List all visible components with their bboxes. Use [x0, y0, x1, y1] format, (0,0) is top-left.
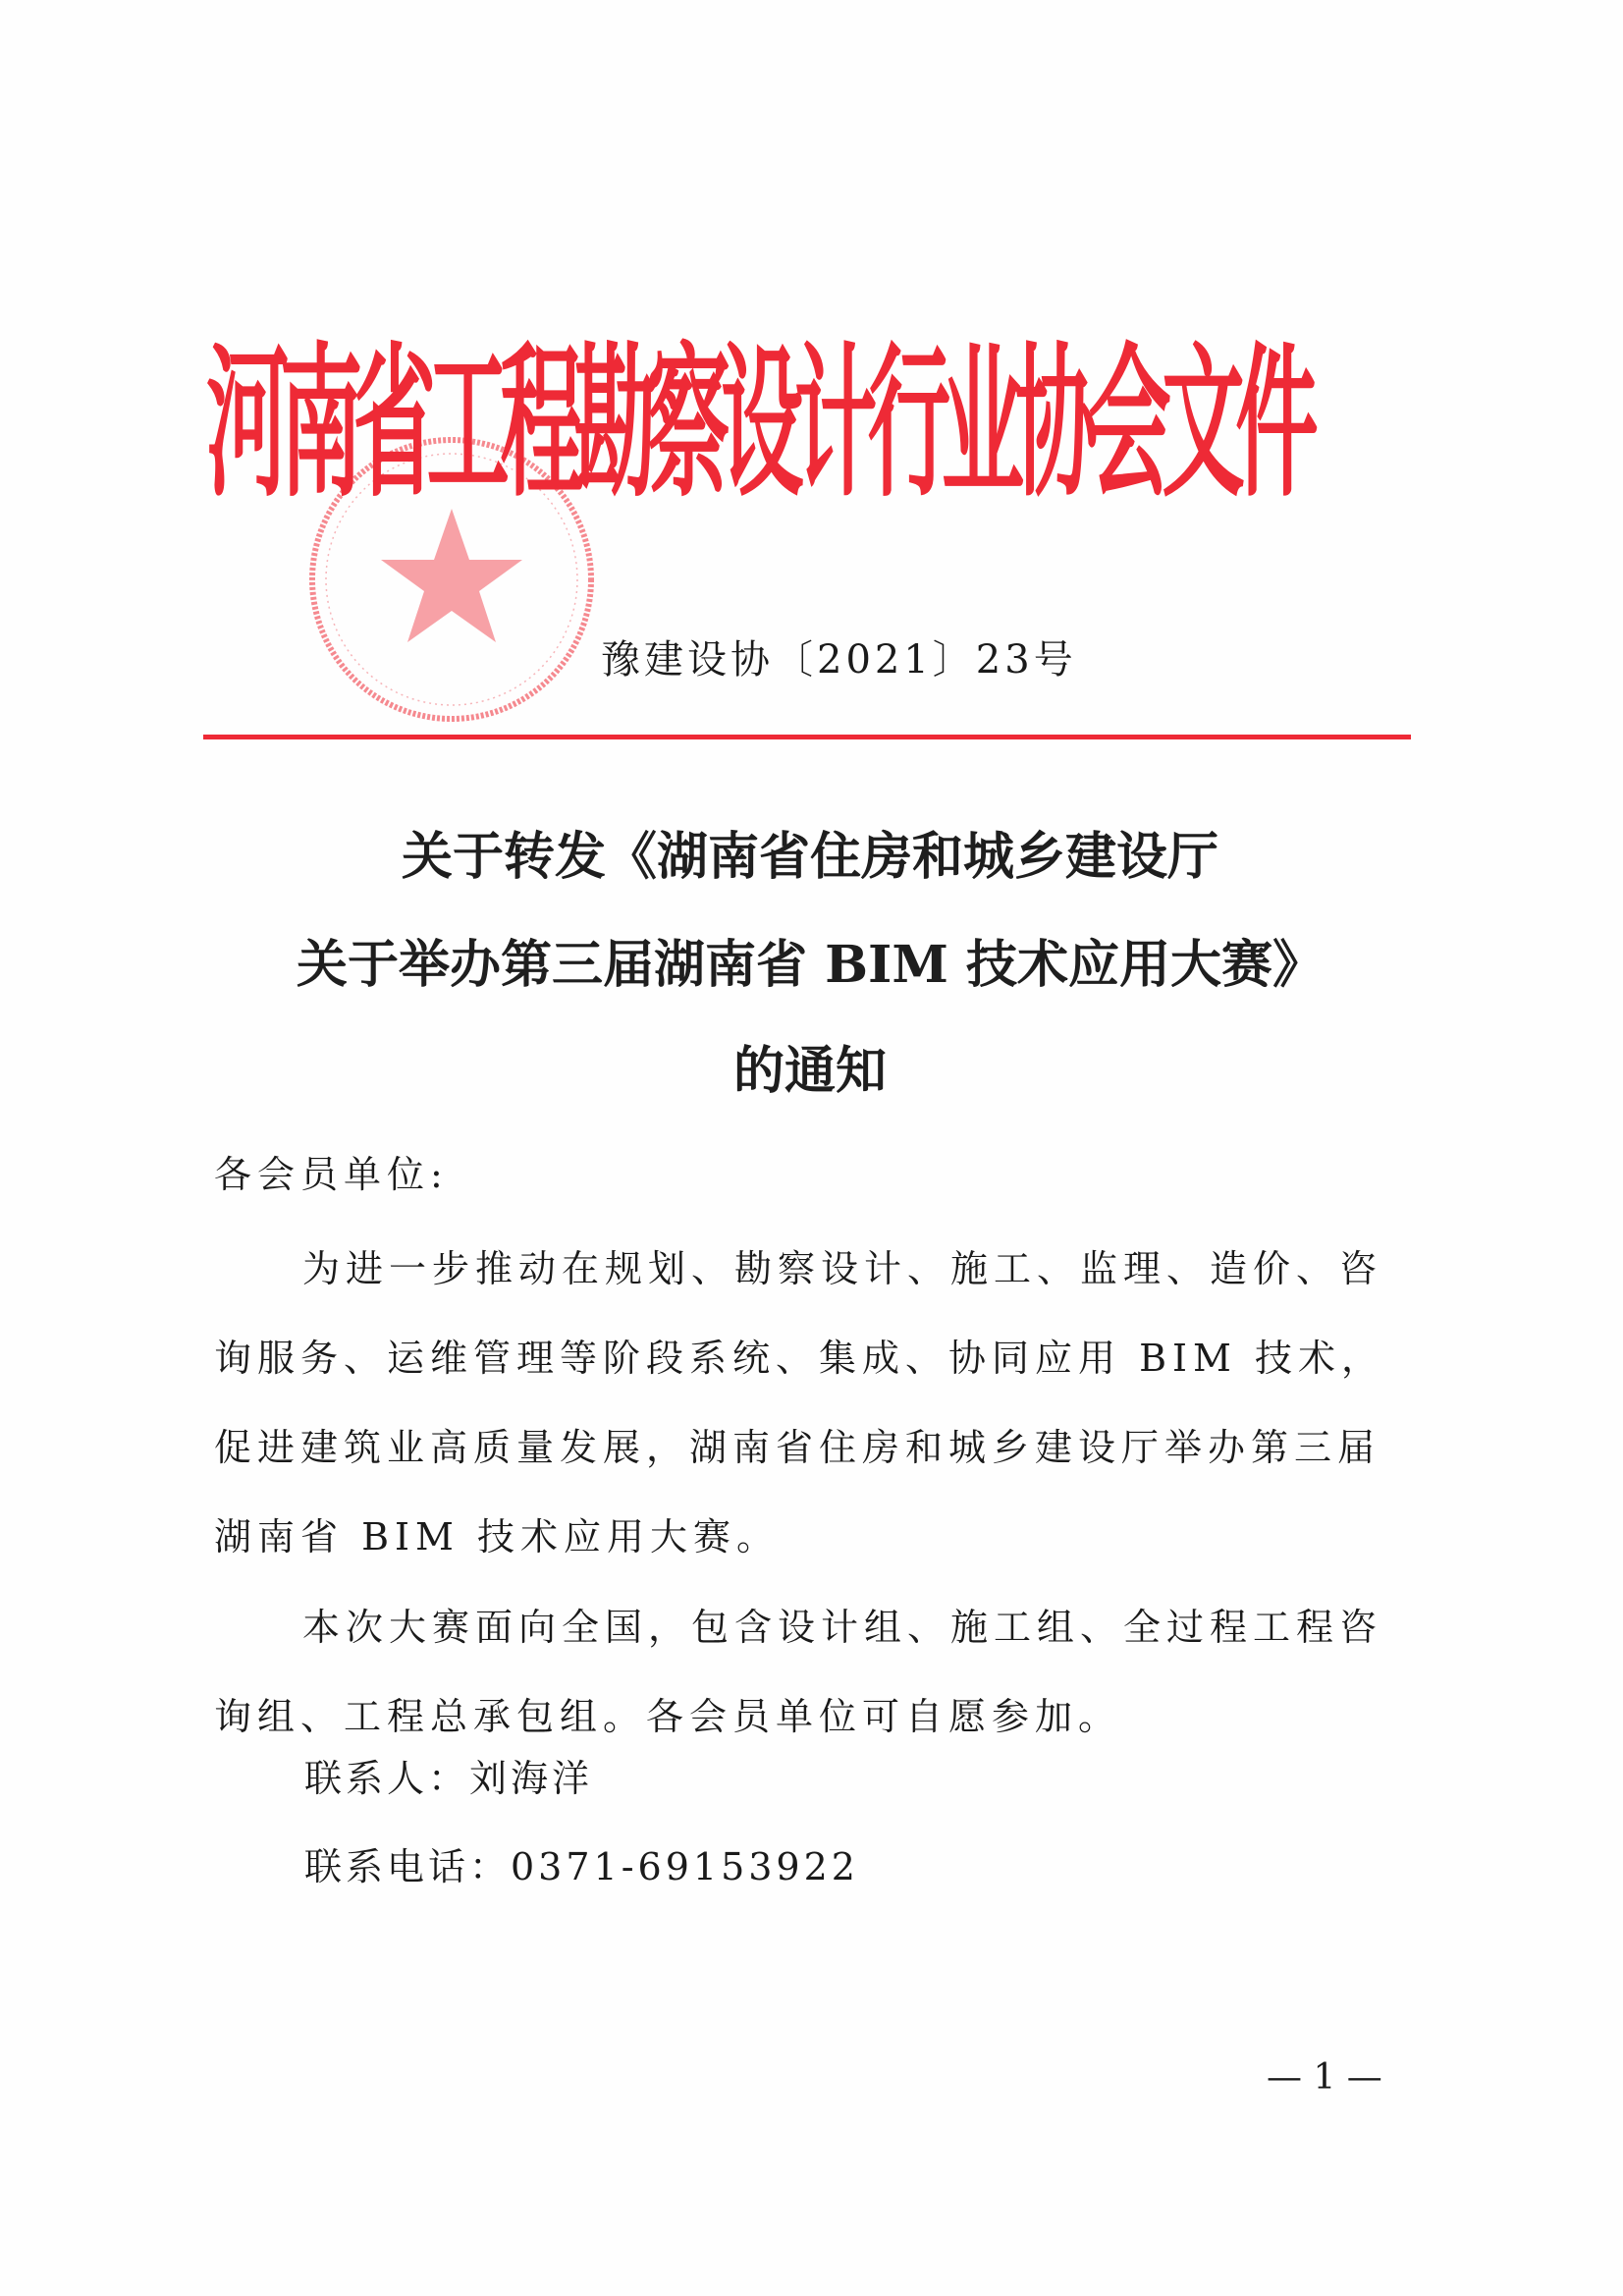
contact-phone: 联系电话：0371-69153922	[304, 1845, 859, 1888]
notice-title-line-3: 的通知	[732, 1041, 887, 1101]
body-paragraph-2: 本次大赛面向全国，包含设计组、施工组、全过程工程咨询组、工程总承包组。各会员单位可自愿参加。	[214, 1606, 1383, 1738]
notice-title-line-2: 关于举办第三届湖南省 BIM 技术应用大赛》	[296, 935, 1325, 995]
notice-title-line-1: 关于转发《湖南省住房和城乡建设厅	[401, 827, 1218, 887]
document-number: 豫建设协〔2021〕23号	[601, 637, 1077, 683]
salutation: 各会员单位:	[214, 1153, 449, 1196]
red-separator-rule	[203, 735, 1411, 739]
page-number: — 1 —	[1267, 2057, 1382, 2098]
issuer-title: 河南省工程勘察设计行业协会文件	[206, 329, 1310, 520]
contact-person: 联系人：刘海洋	[304, 1757, 594, 1800]
body-paragraph-1: 为进一步推动在规划、勘察设计、施工、监理、造价、咨询服务、运维管理等阶段系统、集成、协同应用 BIM 技术，促进建筑业高质量发展，湖南省住房和城乡建设厅举办第三届湖南省 BIM 技术应用大赛。	[214, 1247, 1385, 1558]
issuer-masthead	[206, 292, 1424, 558]
